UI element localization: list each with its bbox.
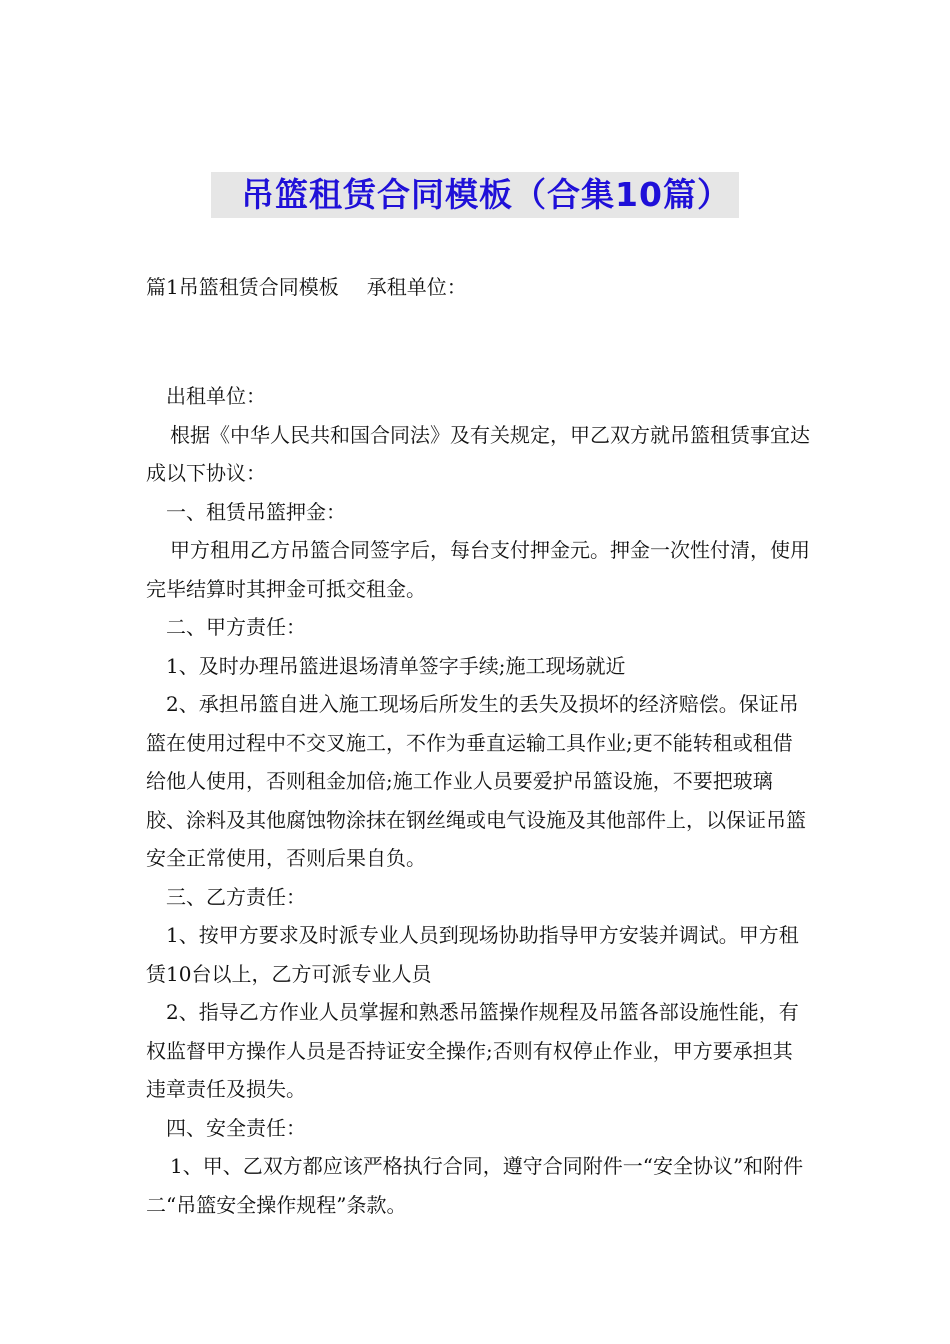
paragraph-party-b-1: 1、按甲方要求及时派专业人员到现场协助指导甲方安装并调试。甲方租赁10台以上，乙方可派专业人员 xyxy=(146,923,799,986)
paragraph-lessor: 出租单位： xyxy=(166,384,266,408)
document-body xyxy=(146,377,811,1224)
paragraph-preamble: 根据《中华人民共和国合同法》及有关规定，甲乙双方就吊篮租赁事宜达成以下协议： xyxy=(146,422,810,485)
paragraph-party-b-2: 2、指导乙方作业人员掌握和熟悉吊篮操作规程及吊篮各部设施性能，有权监督甲方操作人员是否持证安全操作;否则有权停止作业，甲方要承担其违章责任及损失。 xyxy=(146,1000,799,1101)
lessee-label: 承租单位： xyxy=(366,275,467,299)
document-title: 吊篮租赁合同模板（合集10篇） xyxy=(211,172,739,218)
section-3-heading: 三、乙方责任： xyxy=(166,884,306,909)
section-1-heading: 一、租赁吊篮押金： xyxy=(166,499,346,524)
section-2-heading: 二、甲方责任： xyxy=(166,615,306,639)
paragraph-party-a-1: 1、及时办理吊篮进退场清单签字手续;施工现场就近 xyxy=(166,653,626,678)
section-4-heading: 四、安全责任： xyxy=(166,1115,306,1140)
title-container xyxy=(0,172,950,218)
paragraph-party-a-2: 2、承担吊篮自进入施工现场后所发生的丢失及损坏的经济赔偿。保证吊篮在使用过程中不交叉施工，不作为垂直运输工具作业;更不能转租或租借给他人使用，否则租金加倍;施工作业人员要爱护吊篮设施，不要把玻璃胶、涂料及其他腐蚀物涂抹在钢丝绳或电气设施及其他部件上，以保证吊篮安全正常使用，否则后果自负。 xyxy=(146,692,806,870)
paragraph-safety-1: 1、甲、乙双方都应该严格执行合同，遵守合同附件一“安全协议”和附件二“吊篮安全操作规程”条款。 xyxy=(146,1154,804,1217)
paragraph-deposit: 甲方租用乙方吊篮合同签字后，每台支付押金元。押金一次性付清，使用完毕结算时其押金可抵交租金。 xyxy=(146,538,810,601)
section-heading: 篇1吊篮租赁合同模板 xyxy=(146,275,339,299)
intro-line xyxy=(146,268,811,307)
